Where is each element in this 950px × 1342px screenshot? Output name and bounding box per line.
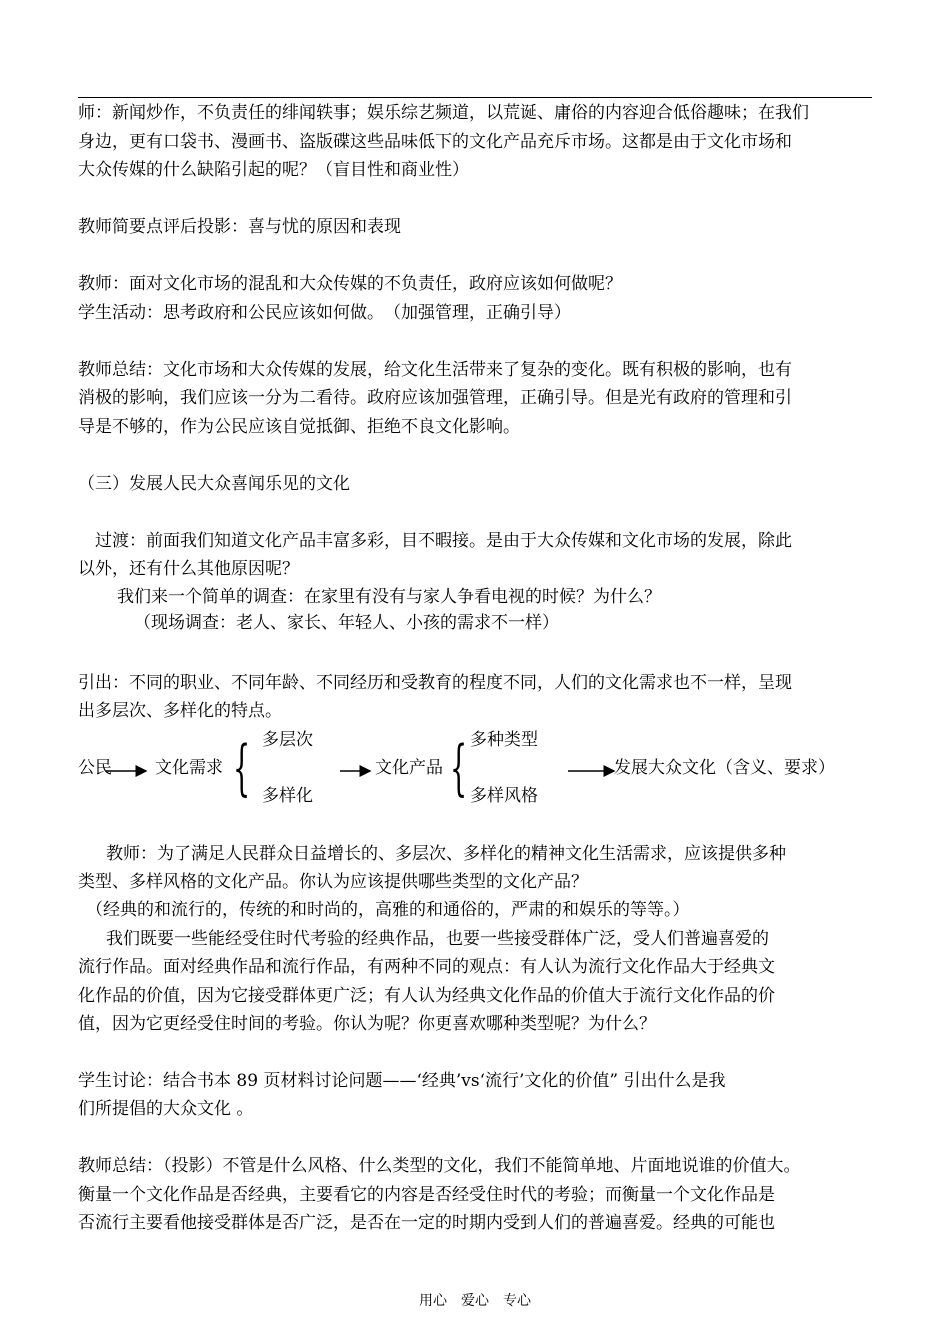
- text-line: 教师：面对文化市场的混乱和大众传媒的不负责任，政府应该如何做呢？: [78, 274, 622, 294]
- text-line: 出多层次、多样化的特点。: [78, 701, 282, 721]
- diagram-result: 发展大众文化（含义、要求）: [614, 758, 835, 778]
- text-line: 衡量一个文化作品是否经典，主要看它的内容是否经受住时代的考验；而衡量一个文化作品是: [78, 1185, 775, 1205]
- text-line: 以外，还有什么其他原因呢？: [78, 559, 299, 579]
- text-line: 教师总结：（投影）不管是什么风格、什么类型的文化，我们不能简单地、片面地说谁的价值大。: [78, 1156, 801, 1176]
- diagram-brace: {: [233, 733, 251, 803]
- text-line: 消极的影响，我们应该一分为二看待。政府应该加强管理，正确引导。但是光有政府的管理和引: [78, 388, 792, 408]
- diagram-need-a: 多层次: [262, 730, 313, 750]
- text-line: 导是不够的，作为公民应该自觉抵御、拒绝不良文化影响。: [78, 417, 520, 437]
- text-line: 身边，更有口袋书、漫画书、盗版碟这些品味低下的文化产品充斥市场。这都是由于文化市场和: [78, 132, 792, 152]
- text-line: （现场调查：老人、家长、年轻人、小孩的需求不一样）: [134, 613, 559, 633]
- diagram-product-a: 多种类型: [470, 730, 538, 750]
- diagram-need-b: 多样化: [262, 786, 313, 806]
- text-line: 化作品的价值，因为它接受群体更广泛；有人认为经典文化作品的价值大于流行文化作品的价: [78, 986, 775, 1006]
- text-line: 流行作品。面对经典作品和流行作品，有两种不同的观点：有人认为流行文化作品大于经典文: [78, 957, 775, 977]
- text-line: 学生活动：思考政府和公民应该如何做。 （加强管理，正确引导）: [78, 303, 571, 323]
- text-line: （经典的和流行的，传统的和时尚的，高雅的和通俗的，严肃的和娱乐的等等。）: [86, 900, 690, 920]
- text-line: 学生讨论：结合书本 89 页材料讨论问题——‘经典’vs‘流行’文化的价值” 引出什么是我: [78, 1071, 726, 1091]
- page-footer: 用心 爱心 专心: [419, 1293, 531, 1309]
- diagram-product-b: 多样风格: [470, 786, 538, 806]
- text-line: 类型、多样风格的文化产品。你认为应该提供哪些类型的文化产品？: [78, 872, 588, 892]
- text-line: 教师：为了满足人民群众日益增长的、多层次、多样化的精神文化生活需求，应该提供多种: [106, 844, 786, 864]
- diagram-brace: {: [450, 733, 468, 803]
- text-line: 师：新闻炒作，不负责任的绯闻轶事；娱乐综艺频道，以荒诞、庸俗的内容迎合低俗趣味；在我们: [78, 103, 809, 123]
- text-line: 我们来一个简单的调查：在家里有没有与家人争看电视的时候？为什么？: [117, 587, 661, 607]
- text-line: 值，因为它更经受住时间的考验。你认为呢？你更喜欢哪种类型呢？为什么？: [78, 1014, 656, 1034]
- text-line: 引出：不同的职业、不同年龄、不同经历和受教育的程度不同，人们的文化需求也不一样，呈现: [78, 673, 792, 693]
- text-line: 我们既要一些能经受住时代考验的经典作品，也要一些接受群体广泛，受人们普遍喜爱的: [106, 929, 769, 949]
- diagram-citizen: 公民: [78, 758, 112, 778]
- diagram-need: 文化需求: [155, 758, 223, 778]
- text-line: 大众传媒的什么缺陷引起的呢？（盲目性和商业性）: [78, 160, 469, 180]
- text-line: 过渡：前面我们知道文化产品丰富多彩，目不暇接。是由于大众传媒和文化市场的发展，除此: [95, 531, 792, 551]
- diagram-product: 文化产品: [375, 758, 443, 778]
- text-line: 教师简要点评后投影：喜与忧的原因和表现: [78, 217, 401, 237]
- text-line: 们所提倡的大众文化 。: [78, 1099, 254, 1119]
- text-line: 否流行主要看他接受群体是否广泛，是否在一定的时期内受到人们的普遍喜爱。经典的可能也: [78, 1213, 775, 1233]
- text-line: 教师总结：文化市场和大众传媒的发展，给文化生活带来了复杂的变化。既有积极的影响，也有: [78, 360, 792, 380]
- section-heading: （三）发展人民大众喜闻乐见的文化: [78, 474, 350, 494]
